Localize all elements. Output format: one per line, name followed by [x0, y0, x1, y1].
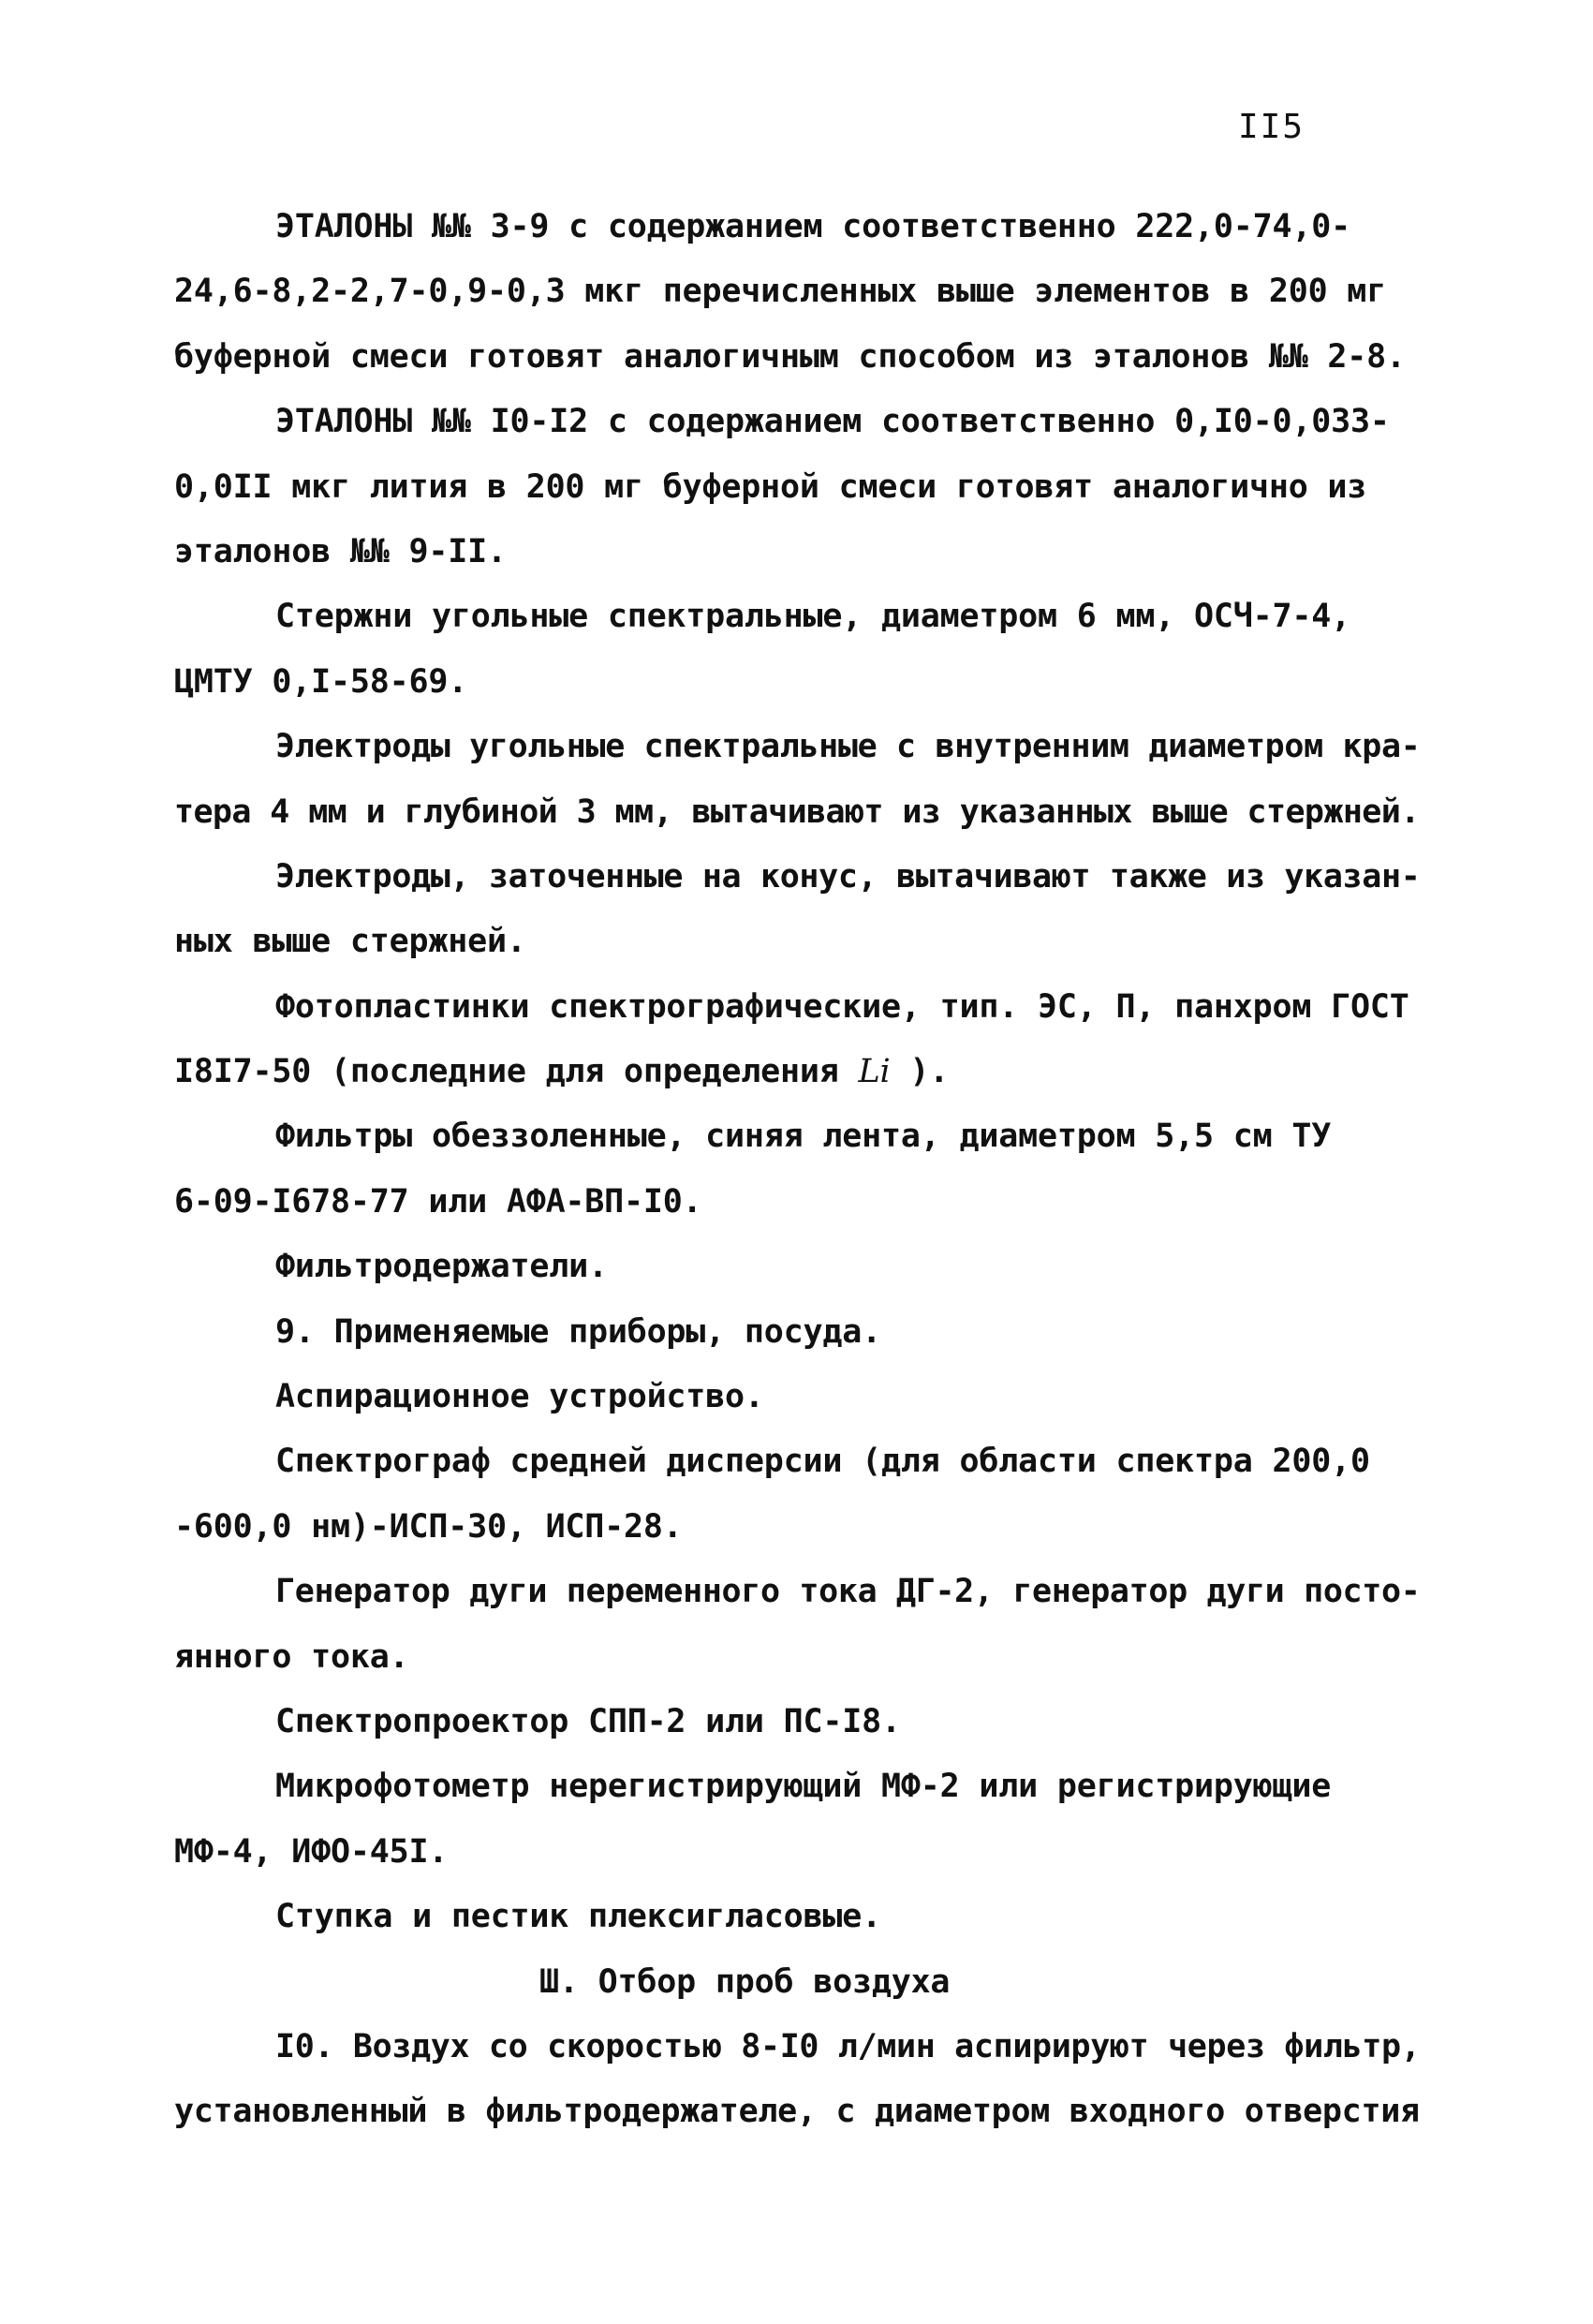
- text-line: ЭТАЛОНЫ №№ 3-9 с содержанием соответственно 222,0-74,0-: [275, 208, 1350, 245]
- text-line: 24,6-8,2-2,7-0,9-0,3 мкг перечисленных выше элементов в 200 мг: [174, 273, 1387, 311]
- text-line-start: I8I7-50 (последние для определения: [174, 1053, 859, 1091]
- text-line: Фильтродержатели.: [275, 1248, 608, 1286]
- text-line: Генератор дуги переменного тока ДГ-2, генератор дуги посто-: [275, 1573, 1421, 1611]
- text-line: 0,0II мкг лития в 200 мг буферной смеси готовят аналогично из: [174, 467, 1367, 506]
- text-line: МФ-4, ИФО-45I.: [174, 1832, 449, 1871]
- text-line: эталонов №№ 9-II.: [174, 532, 507, 570]
- text-line: Фотопластинки спектрографические, тип. ЭС, П, панхром ГОСТ: [275, 987, 1409, 1026]
- text-line: ных выше стержней.: [174, 923, 526, 961]
- text-line: буферной смеси готовят аналогичным способом из эталонов №№ 2-8.: [174, 337, 1406, 376]
- text-line: 6-09-I678-77 или АФА-ВП-I0.: [174, 1182, 702, 1221]
- text-line: янного тока.: [174, 1637, 409, 1676]
- page-number: II5: [1238, 108, 1305, 146]
- handwritten-li-symbol: Li: [858, 1053, 891, 1091]
- text-line: -600,0 нм)-ИСП-30, ИСП-28.: [174, 1507, 683, 1546]
- text-line: Ступка и пестик плексигласовые.: [275, 1898, 882, 1936]
- text-line: ЭТАЛОНЫ №№ I0-I2 с содержанием соответственно 0,I0-0,033-: [275, 403, 1390, 441]
- text-line: установленный в фильтродержателе, с диаметром входного отверстия: [174, 2093, 1420, 2131]
- text-line: Аспирационное устройство.: [275, 1378, 764, 1416]
- text-line: Спектропроектор СПП-2 или ПС-I8.: [275, 1702, 901, 1740]
- text-line: Фильтры обеззоленные, синяя лента, диаметром 5,5 см ТУ: [275, 1118, 1332, 1156]
- text-line: Электроды, заточенные на конус, вытачивают также из указан-: [275, 857, 1421, 896]
- text-line: Микрофотометр нерегистрирующий МФ-2 или регистрирующие: [275, 1768, 1332, 1806]
- section-heading: 9. Применяемые приборы, посуда.: [275, 1312, 882, 1351]
- text-line: I0. Воздух со скоростью 8-I0 л/мин аспирируют через фильтр,: [275, 2027, 1421, 2065]
- text-line: [174, 1040, 1420, 1104]
- text-line: Электроды угольные спектральные с внутренним диаметром кра-: [275, 728, 1421, 766]
- section-heading: Ш. Отбор проб воздуха: [539, 1962, 951, 2001]
- text-line: Спектрограф средней дисперсии (для области спектра 200,0: [275, 1443, 1370, 1481]
- document-body: [174, 195, 1420, 2145]
- text-line: Стержни угольные спектральные, диаметром 6 мм, ОСЧ-7-4,: [275, 598, 1350, 636]
- text-line: ЦМТУ 0,I-58-69.: [174, 662, 468, 701]
- text-line: тера 4 мм и глубиной 3 мм, вытачивают из указанных выше стержней.: [174, 792, 1420, 831]
- text-line-end: ).: [890, 1053, 950, 1091]
